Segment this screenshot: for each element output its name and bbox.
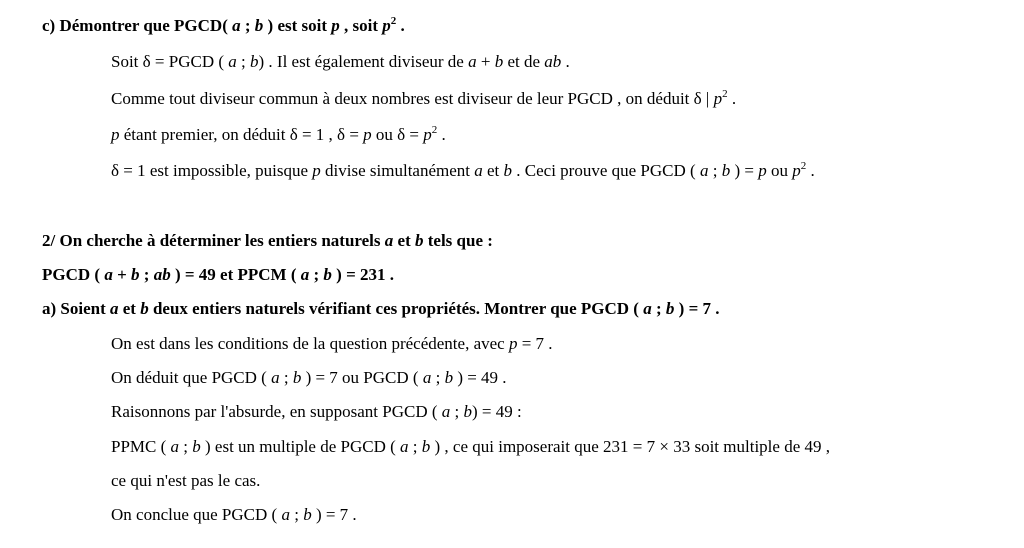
text-segment: + (112, 265, 132, 284)
text-segment: ; (431, 368, 445, 387)
text-segment: . (396, 16, 405, 35)
text-segment: ) est un multiple de PGCD ( (200, 437, 401, 456)
math-variable: a (170, 437, 180, 456)
math-variable: p (363, 125, 372, 144)
text-segment: ou δ = (371, 125, 424, 144)
math-variable: b (721, 161, 731, 180)
text-segment: . (561, 52, 570, 71)
math-variable: b (323, 265, 332, 284)
math-variable: p (331, 16, 340, 35)
text-segment: . (806, 161, 815, 180)
text-segment: et (118, 299, 141, 318)
text-segment: On déduit que PGCD ( (111, 368, 272, 387)
text-segment: ) , ce qui imposerait que 231 = 7 × 33 soit multiple de 49 , (430, 437, 830, 456)
math-variable: b (463, 402, 472, 421)
text-segment: δ = 1 est impossible, puisque (111, 161, 313, 180)
math-variable: ab (544, 52, 562, 71)
paragraph-line (111, 366, 507, 390)
math-variable: b (292, 368, 302, 387)
math-variable: b (303, 505, 312, 524)
paragraph-line (111, 50, 570, 74)
text-segment: On est dans les conditions de la question précédente, avec (111, 334, 509, 353)
text-segment: ; (309, 265, 324, 284)
question-a-heading (42, 297, 720, 321)
math-variable: b (444, 368, 454, 387)
text-segment: ; (408, 437, 422, 456)
text-segment: ce qui n'est pas le cas. (111, 471, 261, 490)
text-segment: ) = 7 ou PGCD ( (301, 368, 423, 387)
math-variable: b (503, 161, 513, 180)
text-segment: ) est soit (263, 16, 332, 35)
paragraph-line (111, 123, 446, 147)
text-segment: . Ceci prouve que PGCD ( (512, 161, 700, 180)
text-segment: ) = 49 et PPCM ( (170, 265, 301, 284)
exponent: 2 (390, 15, 397, 27)
math-variable: a (422, 368, 432, 387)
text-segment: ; (651, 299, 666, 318)
question-c-heading (42, 14, 405, 38)
text-segment: On conclue que PGCD ( (111, 505, 282, 524)
text-segment: Raisonnons par l'absurde, en supposant PGCD ( (111, 402, 442, 421)
text-segment: ; (289, 505, 304, 524)
text-segment: et de (503, 52, 545, 71)
text-segment: . (727, 89, 737, 108)
text-segment: Soit δ = PGCD ( (111, 52, 229, 71)
text-segment: 2/ On cherche à déterminer les entiers naturels (42, 231, 385, 250)
text-segment: ; (179, 437, 193, 456)
text-segment: étant premier, on déduit δ = 1 , δ = (119, 125, 364, 144)
math-variable: a (643, 299, 652, 318)
math-variable: b (415, 231, 424, 250)
text-segment: ; (240, 16, 255, 35)
math-variable: a (281, 505, 290, 524)
math-variable: p (758, 161, 767, 180)
exponent: 2 (431, 124, 438, 136)
paragraph-line (111, 159, 815, 183)
math-variable: b (192, 437, 201, 456)
text-segment: deux entiers naturels vérifiant ces propriétés. Montrer que PGCD ( (148, 299, 644, 318)
text-segment: ) = 7 . (311, 505, 357, 524)
exponent: 2 (722, 88, 728, 100)
math-variable: a (271, 368, 280, 387)
text-segment: a) Soient (42, 299, 110, 318)
text-segment: ) = 231 . (331, 265, 395, 284)
text-segment: + (476, 52, 495, 71)
text-segment: ; (139, 265, 154, 284)
text-segment: ) = 7 . (674, 299, 720, 318)
paragraph-line (111, 87, 736, 111)
paragraph-line (111, 332, 553, 356)
text-segment: = 7 . (517, 334, 553, 353)
text-segment: PGCD ( (42, 265, 105, 284)
paragraph-line (111, 503, 357, 527)
text-segment: ; (450, 402, 464, 421)
math-variable: a (232, 16, 241, 35)
text-segment: ) = (730, 161, 759, 180)
math-variable: p (111, 125, 120, 144)
math-variable: p (423, 125, 432, 144)
text-segment: ) = 49 : (472, 402, 522, 421)
text-segment: ) = 49 . (453, 368, 507, 387)
question-2-heading (42, 229, 493, 253)
paragraph-line (111, 469, 260, 493)
math-variable: a (468, 52, 477, 71)
exponent: 2 (800, 160, 807, 172)
math-variable: a (474, 161, 483, 180)
text-segment: , soit (339, 16, 383, 35)
math-variable: p (713, 89, 723, 108)
math-variable: a (384, 231, 394, 250)
math-variable: b (131, 265, 140, 284)
math-variable: a (104, 265, 113, 284)
text-segment: PPMC ( (111, 437, 171, 456)
math-variable: b (665, 299, 675, 318)
math-variable: p (382, 16, 391, 35)
text-segment: et (482, 161, 504, 180)
math-variable: a (699, 161, 709, 180)
math-variable: a (441, 402, 451, 421)
question-2-conditions (42, 263, 394, 287)
math-variable: a (400, 437, 409, 456)
math-variable: a (228, 52, 237, 71)
math-variable: b (254, 16, 264, 35)
math-variable: p (508, 334, 518, 353)
text-segment: c) Démontrer que PGCD( (42, 16, 233, 35)
text-segment: et (393, 231, 415, 250)
math-variable: a (300, 265, 310, 284)
text-segment: ; (708, 161, 722, 180)
math-variable: p (792, 161, 801, 180)
math-variable: b (250, 52, 259, 71)
text-segment: tels que : (423, 231, 493, 250)
text-segment: ) . Il est également diviseur de (258, 52, 469, 71)
math-variable: b (421, 437, 431, 456)
text-segment: ou (766, 161, 793, 180)
math-variable: a (110, 299, 119, 318)
text-segment: ; (236, 52, 250, 71)
text-segment: ; (279, 368, 293, 387)
math-variable: ab (153, 265, 171, 284)
text-segment: . (437, 125, 446, 144)
paragraph-line (111, 435, 830, 459)
math-variable: b (140, 299, 149, 318)
math-variable: p (312, 161, 321, 180)
text-segment: Comme tout diviseur commun à deux nombres est diviseur de leur PGCD , on déduit δ | (111, 89, 714, 108)
paragraph-line (111, 400, 522, 424)
text-segment: divise simultanément (320, 161, 475, 180)
math-variable: b (494, 52, 504, 71)
